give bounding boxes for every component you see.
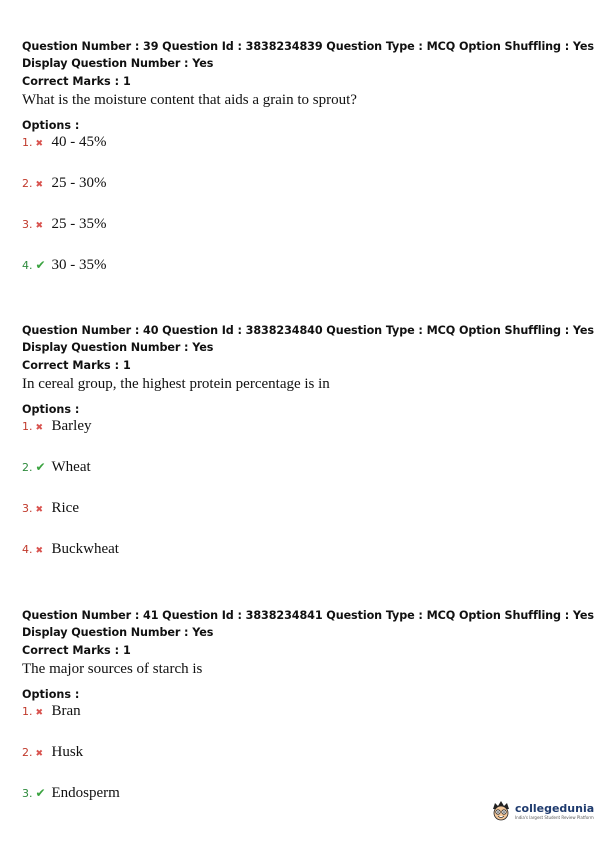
options-label: Options :: [22, 688, 80, 701]
option-text: Barley: [51, 418, 92, 434]
option-text: Buckwheat: [51, 541, 119, 557]
collegedunia-logo: [490, 800, 594, 822]
option-item: [22, 175, 582, 216]
cross-icon: ✖: [35, 139, 44, 149]
option-number: 4.: [22, 259, 33, 272]
question-meta: Question Number : 40 Question Id : 3838234840 Question Type : MCQ Option Shuffling : Yes: [22, 324, 594, 337]
question-block-39: [22, 38, 594, 298]
question-block-40: [22, 322, 594, 582]
option-text: Rice: [51, 500, 79, 516]
option-text: 30 - 35%: [51, 257, 107, 273]
option-text: Endosperm: [51, 785, 120, 801]
option-number: 3.: [22, 787, 33, 800]
option-text: 40 - 45%: [51, 134, 107, 150]
options-label: Options :: [22, 119, 80, 132]
option-number: 4.: [22, 543, 33, 556]
option-number: 1.: [22, 136, 33, 149]
option-item: [22, 216, 582, 257]
correct-marks: Correct Marks : 1: [22, 359, 131, 372]
logo-tagline: India's largest Student Review Platform: [515, 814, 594, 820]
option-item: [22, 418, 582, 459]
question-text: In cereal group, the highest protein percentage is in: [22, 376, 330, 392]
option-number: 2.: [22, 746, 33, 759]
option-number: 3.: [22, 502, 33, 515]
option-item: [22, 744, 582, 785]
option-item: [22, 257, 582, 298]
cross-icon: ✖: [35, 221, 44, 231]
option-text: Husk: [51, 744, 84, 760]
check-icon: ✔: [35, 460, 46, 474]
option-number: 1.: [22, 420, 33, 433]
question-meta: Question Number : 39 Question Id : 3838234839 Question Type : MCQ Option Shuffling : Yes: [22, 40, 594, 53]
option-item: [22, 703, 582, 744]
option-number: 2.: [22, 461, 33, 474]
option-item: [22, 500, 582, 541]
display-question-number: Display Question Number : Yes: [22, 626, 214, 639]
cross-icon: ✖: [35, 180, 44, 190]
option-item: [22, 541, 582, 582]
display-question-number: Display Question Number : Yes: [22, 57, 214, 70]
logo-name: collegedunia: [515, 801, 595, 815]
question-meta: Question Number : 41 Question Id : 3838234841 Question Type : MCQ Option Shuffling : Yes: [22, 609, 594, 622]
question-text: What is the moisture content that aids a grain to sprout?: [22, 92, 357, 108]
cross-icon: ✖: [35, 546, 44, 556]
option-text: 25 - 30%: [51, 175, 107, 191]
cross-icon: ✖: [35, 423, 44, 433]
correct-marks: Correct Marks : 1: [22, 75, 131, 88]
option-item: [22, 459, 582, 500]
option-number: 1.: [22, 705, 33, 718]
question-text: The major sources of starch is: [22, 661, 203, 677]
option-text: Bran: [51, 703, 81, 719]
option-text: 25 - 35%: [51, 216, 107, 232]
options-label: Options :: [22, 403, 80, 416]
display-question-number: Display Question Number : Yes: [22, 341, 214, 354]
cross-icon: ✖: [35, 505, 44, 515]
check-icon: ✔: [35, 786, 46, 800]
option-number: 2.: [22, 177, 33, 190]
option-item: [22, 134, 582, 175]
check-icon: ✔: [35, 258, 46, 272]
question-block-41: [22, 607, 594, 826]
mascot-icon: [490, 800, 512, 822]
option-text: Wheat: [51, 459, 91, 475]
cross-icon: ✖: [35, 708, 44, 718]
option-number: 3.: [22, 218, 33, 231]
correct-marks: Correct Marks : 1: [22, 644, 131, 657]
cross-icon: ✖: [35, 749, 44, 759]
